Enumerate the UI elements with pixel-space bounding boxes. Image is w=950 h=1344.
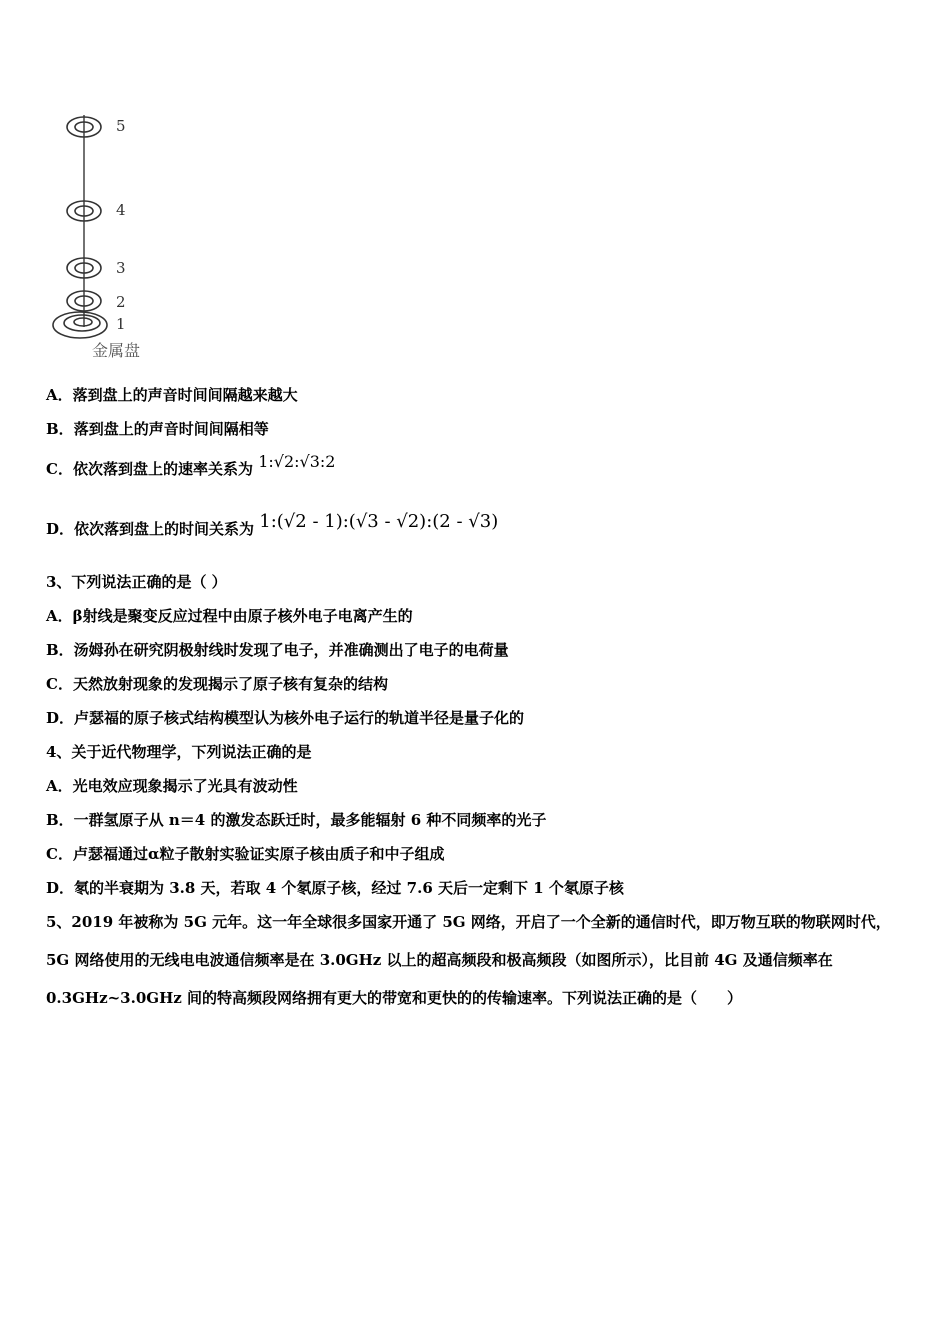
q4-stem: 4、关于近代物理学，下列说法正确的是 bbox=[46, 743, 312, 761]
q2-option-a bbox=[46, 384, 298, 405]
ring-label-4: 4 bbox=[116, 201, 126, 219]
q5-stem: 5、2019 年被称为 5G 元年。这一年全球很多国家开通了 5G 网络，开启了一个全新的通信时代，即万物互联的物联网时代，5G 网络使用的无线电电波通信频率是在 3.0GHz 以上的超高频段和极高频段（如图所示），比目前 4G 及通信频率在 0.3GHz~3.0GHz 间的特高频段网络拥有更大的带宽和更快的的传输速率。下列说法正确的是（ ） bbox=[46, 913, 891, 1007]
q2-option-c bbox=[46, 452, 336, 479]
falling-rings-figure bbox=[50, 105, 170, 367]
q4-option-b: B．一群氢原子从 n＝4 的激发态跃迁时，最多能辐射 6 种不同频率的光子 bbox=[46, 811, 547, 829]
q2-option-a-text: 落到盘上的声音时间间隔越来越大 bbox=[72, 386, 298, 404]
q4-option-c: C．卢瑟福通过α粒子散射实验证实原子核由质子和中子组成 bbox=[46, 845, 445, 863]
ring-label-5: 5 bbox=[116, 117, 126, 135]
ring-label-3: 3 bbox=[116, 259, 126, 277]
q3-option-d: D．卢瑟福的原子核式结构模型认为核外电子运行的轨道半径是量子化的 bbox=[46, 709, 525, 727]
q2-option-d-letter: D． bbox=[46, 520, 75, 538]
q2-option-d bbox=[46, 511, 499, 539]
q2-option-c-letter: C． bbox=[46, 460, 73, 478]
q2-option-a-letter: A． bbox=[46, 386, 73, 404]
q2-option-d-formula: 1:(√2 - 1):(√3 - √2):(2 - √3) bbox=[259, 511, 499, 532]
q4-option-a: A．光电效应现象揭示了光具有波动性 bbox=[46, 777, 298, 795]
q2-option-d-text: 依次落到盘上的时间关系为 bbox=[74, 520, 255, 538]
ring-label-2: 2 bbox=[116, 293, 126, 311]
q2-option-c-text: 依次落到盘上的速率关系为 bbox=[72, 460, 253, 478]
rings-diagram bbox=[50, 105, 170, 367]
q3-option-c: C．天然放射现象的发现揭示了原子核有复杂的结构 bbox=[46, 675, 388, 693]
q2-option-b bbox=[46, 418, 269, 439]
q3-stem: 3、下列说法正确的是（ ） bbox=[46, 573, 227, 591]
q4-option-d: D．氡的半衰期为 3.8 天，若取 4 个氡原子核，经过 7.6 天后一定剩下 1 个氡原子核 bbox=[46, 879, 624, 897]
q2-option-b-letter: B． bbox=[46, 420, 74, 438]
q3-option-a: A．β射线是聚变反应过程中由原子核外电子电离产生的 bbox=[46, 607, 413, 625]
ring-label-1: 1 bbox=[116, 315, 126, 333]
q2-option-c-formula: 1:√2:√3:2 bbox=[258, 452, 336, 471]
figure-caption: 金属盘 bbox=[92, 341, 141, 360]
q3-option-b: B．汤姆孙在研究阴极射线时发现了电子，并准确测出了电子的电荷量 bbox=[46, 641, 509, 659]
q2-option-b-text: 落到盘上的声音时间间隔相等 bbox=[73, 420, 269, 438]
